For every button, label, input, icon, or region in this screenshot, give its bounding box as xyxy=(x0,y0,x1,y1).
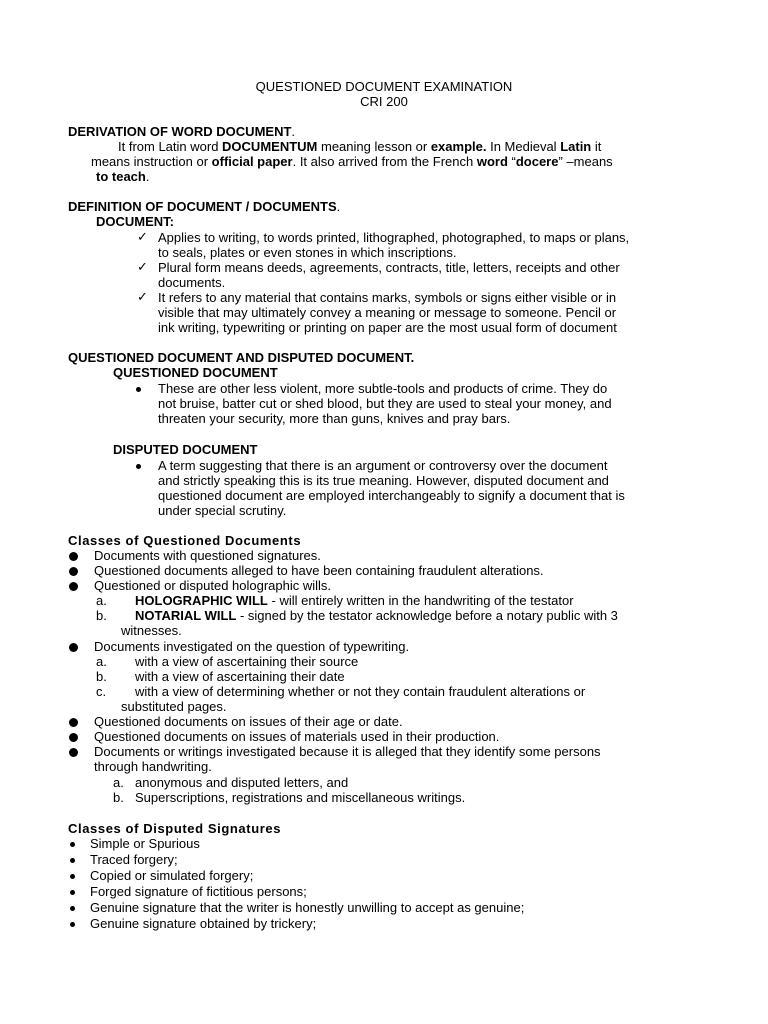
qd-sub2-line-3: questioned document are employed interchangeably to signify a document that is xyxy=(158,488,625,503)
disputed-signature-item: Genuine signature obtained by trickery; xyxy=(90,916,317,931)
filled-circle-bullet-icon xyxy=(69,643,78,652)
notarial-will-continuation: witnesses. xyxy=(121,623,182,638)
sublist-label: a. xyxy=(96,654,107,669)
filled-circle-bullet-icon xyxy=(69,567,78,576)
filled-circle-bullet-icon xyxy=(69,748,78,757)
small-bullet-icon xyxy=(136,464,141,469)
qd-sub2-line-2: and strictly speaking this is its true meaning. However, disputed document and xyxy=(158,473,609,488)
derivation-heading: DERIVATION OF WORD DOCUMENT. xyxy=(68,124,296,139)
qd-sub1-line-2: not bruise, batter cut or shed blood, but they are used to steal your money, and xyxy=(158,396,612,411)
derivation-line-1: It from Latin word DOCUMENTUM meaning lesson or example. In Medieval Latin it xyxy=(118,139,602,154)
definition-item-2-line-1: Plural form means deeds, agreements, contracts, title, letters, receipts and other xyxy=(158,260,620,275)
classes-qd-heading: Classes of Questioned Documents xyxy=(68,533,302,548)
sublist-label: c. xyxy=(96,684,107,699)
handwriting-sub-a: anonymous and disputed letters, and xyxy=(135,775,349,790)
definition-item-1-line-2: to seals, plates or even stones in which inscriptions. xyxy=(158,245,457,260)
filled-circle-bullet-icon xyxy=(69,582,78,591)
sublist-label: a. xyxy=(113,775,124,790)
classes-qd-item-4: Documents investigated on the question of typewriting. xyxy=(94,639,410,654)
small-bullet-icon xyxy=(70,842,75,847)
document-title: QUESTIONED DOCUMENT EXAMINATION xyxy=(255,79,513,94)
disputed-document-subheading: DISPUTED DOCUMENT xyxy=(113,442,258,457)
filled-circle-bullet-icon xyxy=(69,718,78,727)
definition-item-1-line-1: Applies to writing, to words printed, lithographed, photographed, to maps or plans, xyxy=(158,230,630,245)
notarial-will-line: NOTARIAL WILL - signed by the testator acknowledge before a notary public with 3 xyxy=(135,608,618,623)
definition-item-3-line-1: It refers to any material that contains marks, symbols or signs either visible or in xyxy=(158,290,617,305)
disputed-signature-item: Copied or simulated forgery; xyxy=(90,868,254,883)
classes-qd-item-6: Questioned documents on issues of materials used in their production. xyxy=(94,729,500,744)
sublist-label: b. xyxy=(96,669,107,684)
small-bullet-icon xyxy=(70,874,75,879)
small-bullet-icon xyxy=(70,858,75,863)
handwriting-sub-b: Superscriptions, registrations and miscellaneous writings. xyxy=(135,790,466,805)
classes-ds-heading: Classes of Disputed Signatures xyxy=(68,821,282,836)
definition-heading: DEFINITION OF DOCUMENT / DOCUMENTS. xyxy=(68,199,341,214)
disputed-signature-item: Genuine signature that the writer is honestly unwilling to accept as genuine; xyxy=(90,900,525,915)
qd-sub2-line-1: A term suggesting that there is an argument or controversy over the document xyxy=(158,458,608,473)
holographic-will-line: HOLOGRAPHIC WILL - will entirely written in the handwriting of the testator xyxy=(135,593,574,608)
filled-circle-bullet-icon xyxy=(69,552,78,561)
disputed-signature-item: Traced forgery; xyxy=(90,852,178,867)
disputed-signature-item: Forged signature of fictitious persons; xyxy=(90,884,307,899)
check-mark-icon: ✓ xyxy=(137,289,148,304)
derivation-line-3: to teach. xyxy=(96,169,150,184)
classes-qd-item-5: Questioned documents on issues of their age or date. xyxy=(94,714,403,729)
derivation-line-2: means instruction or official paper. It also arrived from the French word “docere” –means xyxy=(91,154,613,169)
small-bullet-icon xyxy=(70,890,75,895)
filled-circle-bullet-icon xyxy=(69,733,78,742)
check-mark-icon: ✓ xyxy=(137,259,148,274)
small-bullet-icon xyxy=(136,387,141,392)
classes-qd-item-3: Questioned or disputed holographic wills. xyxy=(94,578,332,593)
classes-qd-item-7: Documents or writings investigated because it is alleged that they identify some persons xyxy=(94,744,601,759)
classes-qd-item-7-continuation: through handwriting. xyxy=(94,759,212,774)
classes-qd-item-2: Questioned documents alleged to have been containing fraudulent alterations. xyxy=(94,563,544,578)
qd-sub1-line-1: These are other less violent, more subtle-tools and products of crime. They do xyxy=(158,381,608,396)
definition-item-3-line-3: ink writing, typewriting or printing on paper are the most usual form of document xyxy=(158,320,617,335)
questioned-document-subheading: QUESTIONED DOCUMENT xyxy=(113,365,278,380)
sublist-label: b. xyxy=(113,790,124,805)
typewriting-sub-c: with a view of determining whether or not they contain fraudulent alterations or xyxy=(135,684,586,699)
definition-item-2-line-2: documents. xyxy=(158,275,226,290)
small-bullet-icon xyxy=(70,922,75,927)
course-code: CRI 200 xyxy=(360,94,408,109)
qd-heading: QUESTIONED DOCUMENT AND DISPUTED DOCUMENT. xyxy=(68,350,415,365)
typewriting-sub-a: with a view of ascertaining their source xyxy=(135,654,359,669)
qd-sub2-line-4: under special scrutiny. xyxy=(158,503,287,518)
classes-qd-item-1: Documents with questioned signatures. xyxy=(94,548,321,563)
document-subheading: DOCUMENT: xyxy=(96,214,174,229)
typewriting-sub-b: with a view of ascertaining their date xyxy=(135,669,345,684)
qd-sub1-line-3: threaten your security, more than guns, knives and pray bars. xyxy=(158,411,511,426)
check-mark-icon: ✓ xyxy=(137,229,148,244)
sublist-label: b. xyxy=(96,608,107,623)
typewriting-sub-c-continuation: substituted pages. xyxy=(121,699,227,714)
definition-item-3-line-2: visible that may ultimately convey a meaning or message to someone. Pencil or xyxy=(158,305,617,320)
small-bullet-icon xyxy=(70,906,75,911)
sublist-label: a. xyxy=(96,593,107,608)
disputed-signature-item: Simple or Spurious xyxy=(90,836,200,851)
